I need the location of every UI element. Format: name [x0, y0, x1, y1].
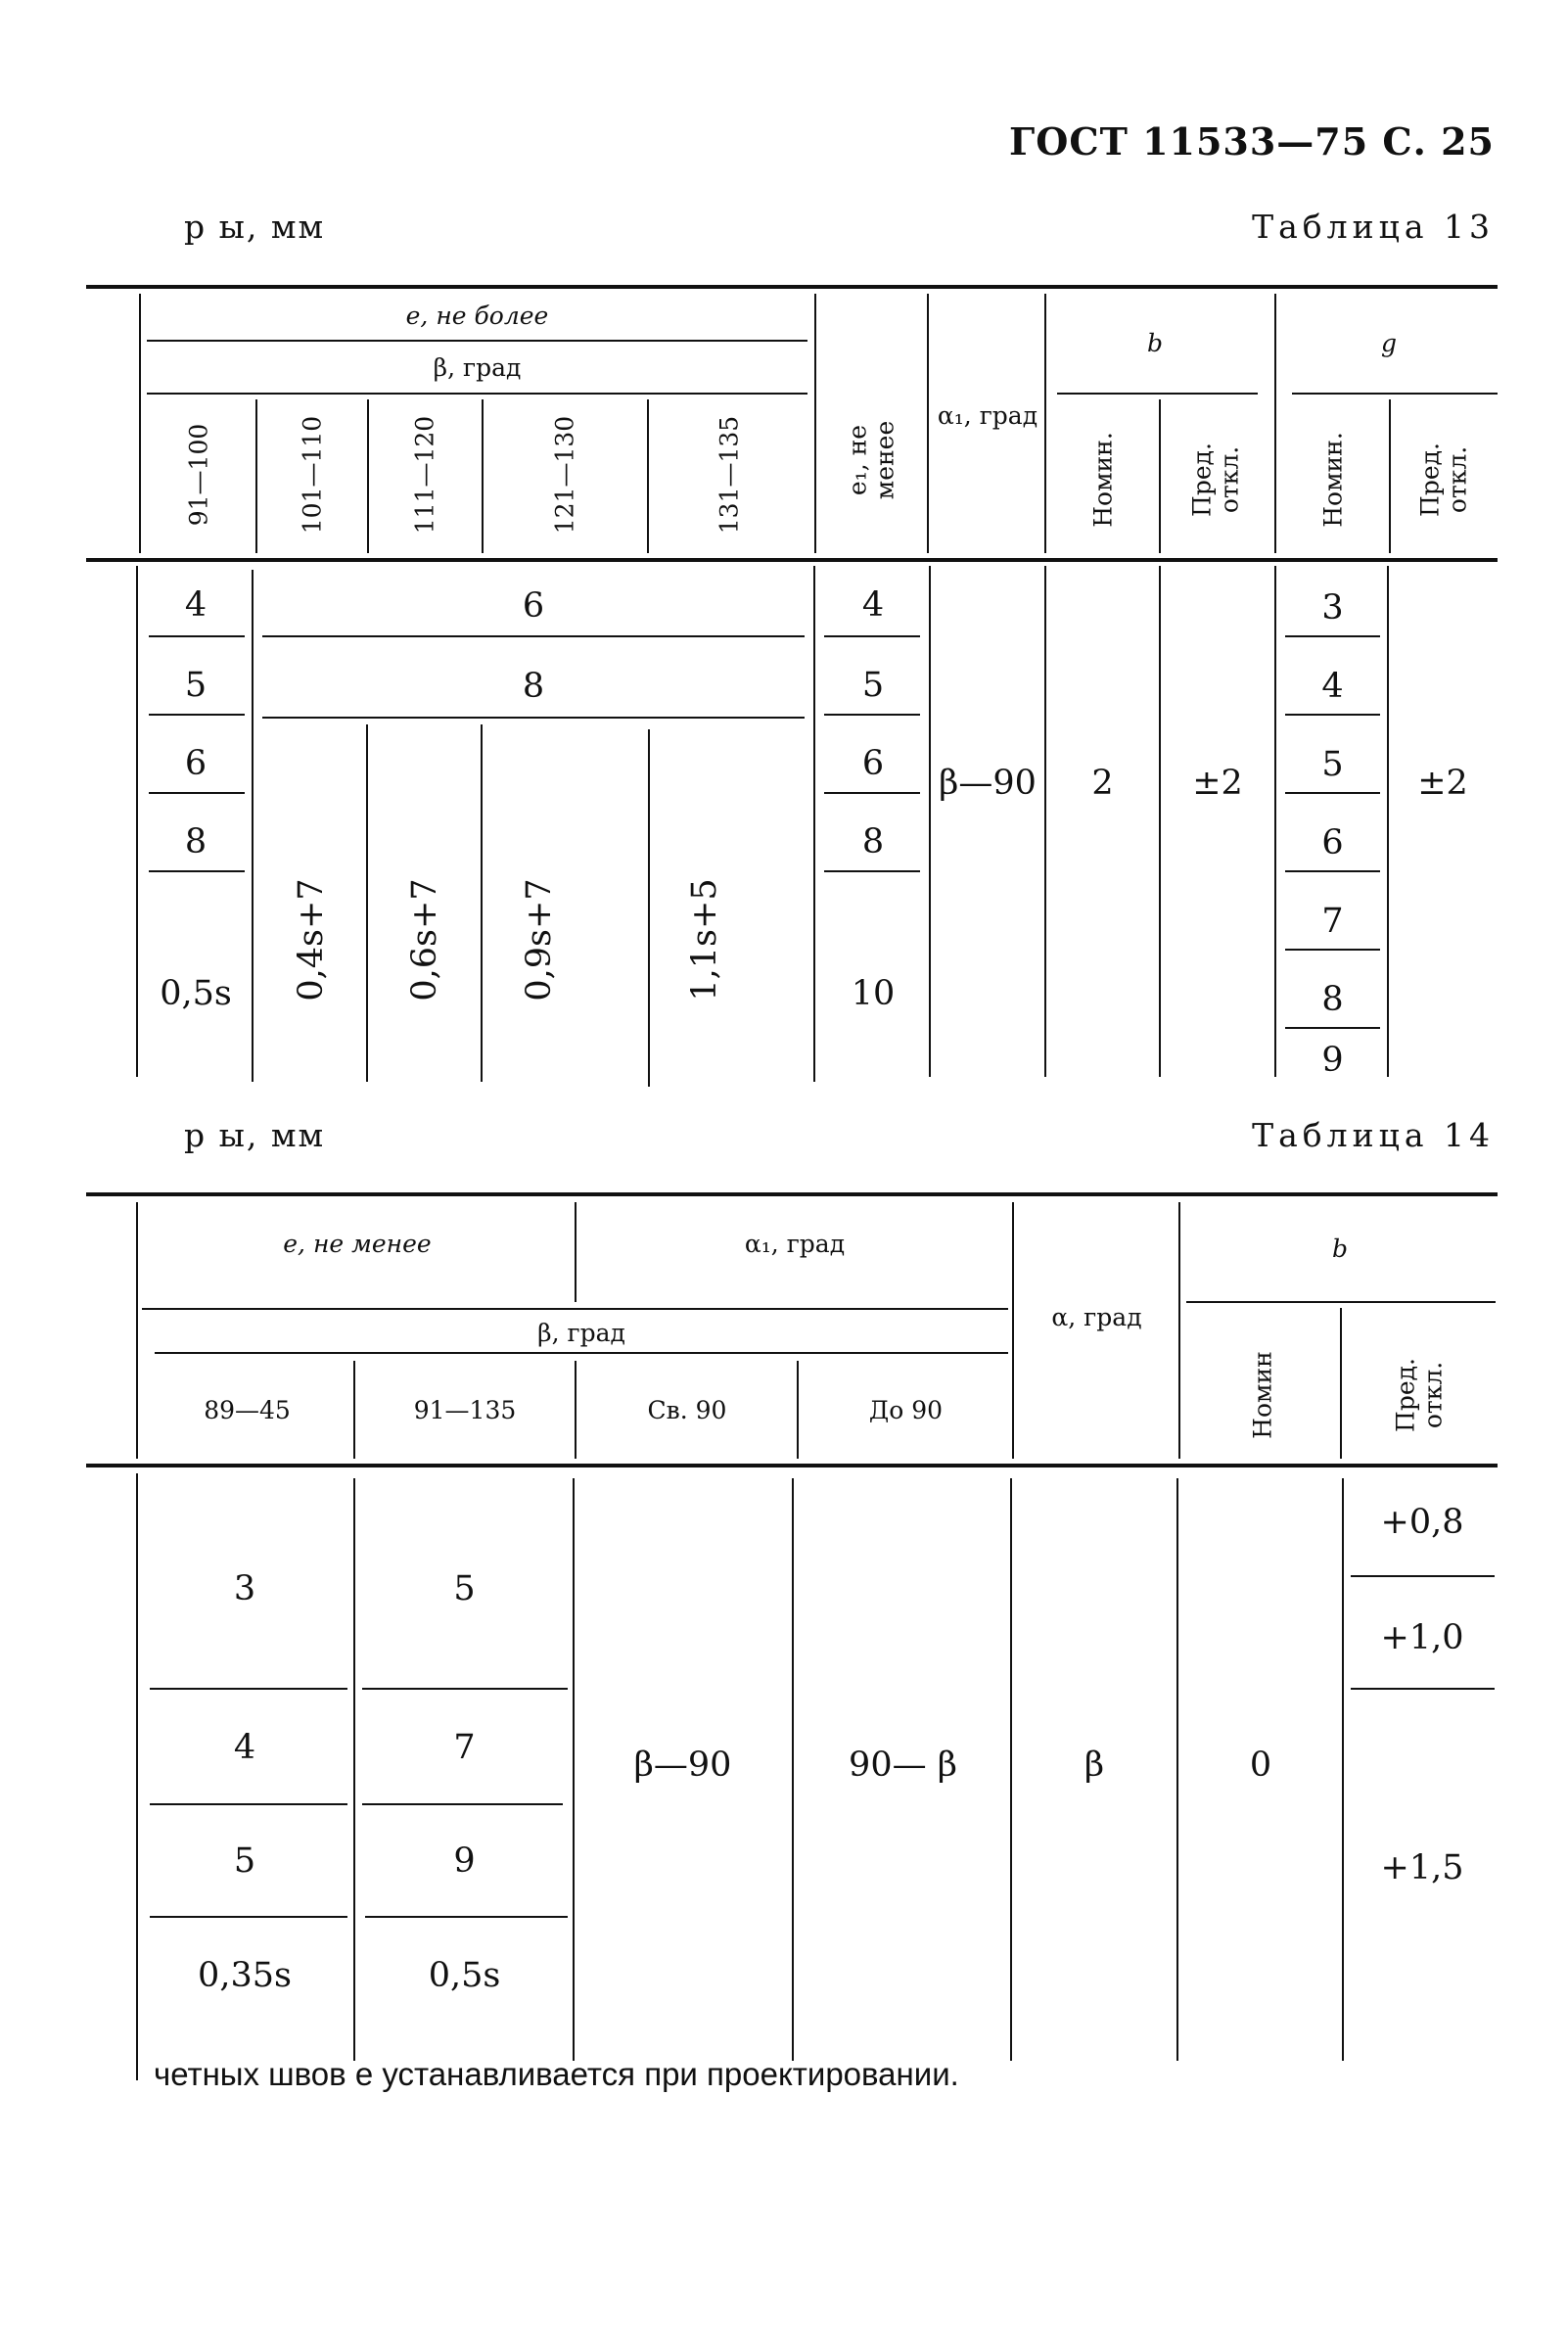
table14-b-tol-3: +1,5 [1380, 1847, 1464, 1887]
table13-e1-row4: 8 [861, 822, 885, 862]
table13-e-col1-row4: 8 [184, 822, 208, 862]
table14-b-nomin: Номин [1248, 1351, 1277, 1439]
table14-e-col2-row1: 5 [453, 1568, 476, 1608]
table13-col-g: g [1380, 328, 1397, 357]
table14-e-col1-row4: 0,35s [198, 1955, 292, 1995]
table13-g-row3: 5 [1321, 745, 1344, 784]
table13-g-tol: ±2 [1417, 764, 1468, 803]
table13-e1-row2: 5 [861, 666, 885, 705]
table13-number: Таблица 13 [1252, 208, 1495, 246]
table14-col-e: e, не менее [283, 1229, 432, 1258]
table13-beta-range-2: 101—110 [298, 415, 327, 535]
table13-beta-range-3: 111—120 [410, 415, 439, 535]
table13-e-col1-row2: 5 [184, 666, 208, 705]
table13-caption-left: р ы, мм [184, 208, 326, 246]
table13-beta-range-4: 121—130 [550, 415, 579, 535]
table13-g-row6: 8 [1321, 980, 1344, 1019]
table14-beta-col-2: 91—135 [413, 1395, 517, 1424]
table13-b-pred-otkl: Пред. откл. [1187, 443, 1243, 517]
table13-e-col1-row5: 0,5s [160, 974, 232, 1013]
table13-col-beta: β, град [433, 352, 522, 382]
table13-g-pred-otkl: Пред. откл. [1415, 443, 1471, 517]
table13-g-row7: 9 [1321, 1040, 1344, 1080]
table13-col-b: b [1146, 328, 1163, 357]
table14-col-alpha: α, град [1051, 1302, 1142, 1331]
table13-e-merged-row1: 6 [522, 586, 545, 626]
table13-e-merged-row2: 8 [522, 667, 545, 706]
table13-g-row5: 7 [1321, 902, 1344, 941]
table13-g-row1: 3 [1321, 588, 1344, 628]
page-header: ГОСТ 11533—75 С. 25 [1009, 119, 1495, 163]
table13-alpha1-value: β—90 [939, 764, 1037, 803]
table13-e-formula-1: 0,4s+7 [291, 878, 331, 1001]
table14-e-col2-row2: 7 [453, 1727, 476, 1767]
table14-e-col1-row3: 5 [233, 1840, 256, 1881]
table14-col-b: b [1331, 1234, 1348, 1263]
table14-beta-col-3: Св. 90 [647, 1395, 727, 1424]
table14-b-pred-otkl: Пред. откл. [1391, 1358, 1447, 1432]
table13-e-formula-3: 0,9s+7 [519, 878, 559, 1001]
table14-col-alpha1: α₁, град [744, 1229, 846, 1258]
table13-b-nomin: Номин. [1088, 432, 1118, 528]
table13-e-formula-4: 1,1s+5 [684, 878, 724, 1001]
table13-beta-range-1: 91—100 [184, 423, 213, 527]
table14-b-nom: 0 [1249, 1745, 1272, 1785]
table14-number: Таблица 14 [1252, 1116, 1495, 1154]
table13-g-row2: 4 [1321, 667, 1344, 706]
table14-b-tol-1: +0,8 [1380, 1502, 1464, 1542]
table13-beta-range-5: 131—135 [715, 415, 744, 535]
table13-g-nomin: Номин. [1318, 432, 1348, 528]
table14-beta-col-1: 89—45 [204, 1395, 291, 1424]
table14-caption-left: р ы, мм [184, 1116, 326, 1154]
table14-b-tol-2: +1,0 [1380, 1617, 1464, 1657]
table14-alpha-value: β [1084, 1745, 1105, 1785]
table13-b-nom: 2 [1091, 764, 1114, 803]
table14-col-beta: β, град [537, 1318, 625, 1347]
table13-col-e1: e₁, не менее [843, 420, 899, 500]
table13-g-row4: 6 [1321, 823, 1344, 862]
table13-e1-row3: 6 [861, 744, 885, 783]
table14-e-col1-row2: 4 [233, 1727, 256, 1767]
table14-e-col1-row1: 3 [233, 1568, 256, 1608]
table14-beta-col-4: До 90 [868, 1395, 944, 1424]
table14-e-col2-row4: 0,5s [428, 1955, 501, 1995]
footnote: четных швов e устанавливается при проектировании. [154, 2056, 959, 2092]
table13-e1-row5: 10 [851, 974, 896, 1013]
table14-e-col2-row3: 9 [453, 1840, 476, 1881]
table13-e-col1-row3: 6 [184, 744, 208, 783]
table14-alpha1-do90: 90— β [849, 1745, 957, 1785]
table13-e1-row1: 4 [861, 585, 885, 625]
table13-e-col1-row1: 4 [184, 585, 208, 625]
table13-e-formula-2: 0,6s+7 [404, 878, 444, 1001]
table13-col-alpha1: α₁, град [937, 401, 1038, 431]
table14-alpha1-sv90: β—90 [633, 1745, 732, 1785]
table13-col-e: e, не более [405, 301, 549, 330]
table13-b-tol: ±2 [1192, 764, 1243, 803]
